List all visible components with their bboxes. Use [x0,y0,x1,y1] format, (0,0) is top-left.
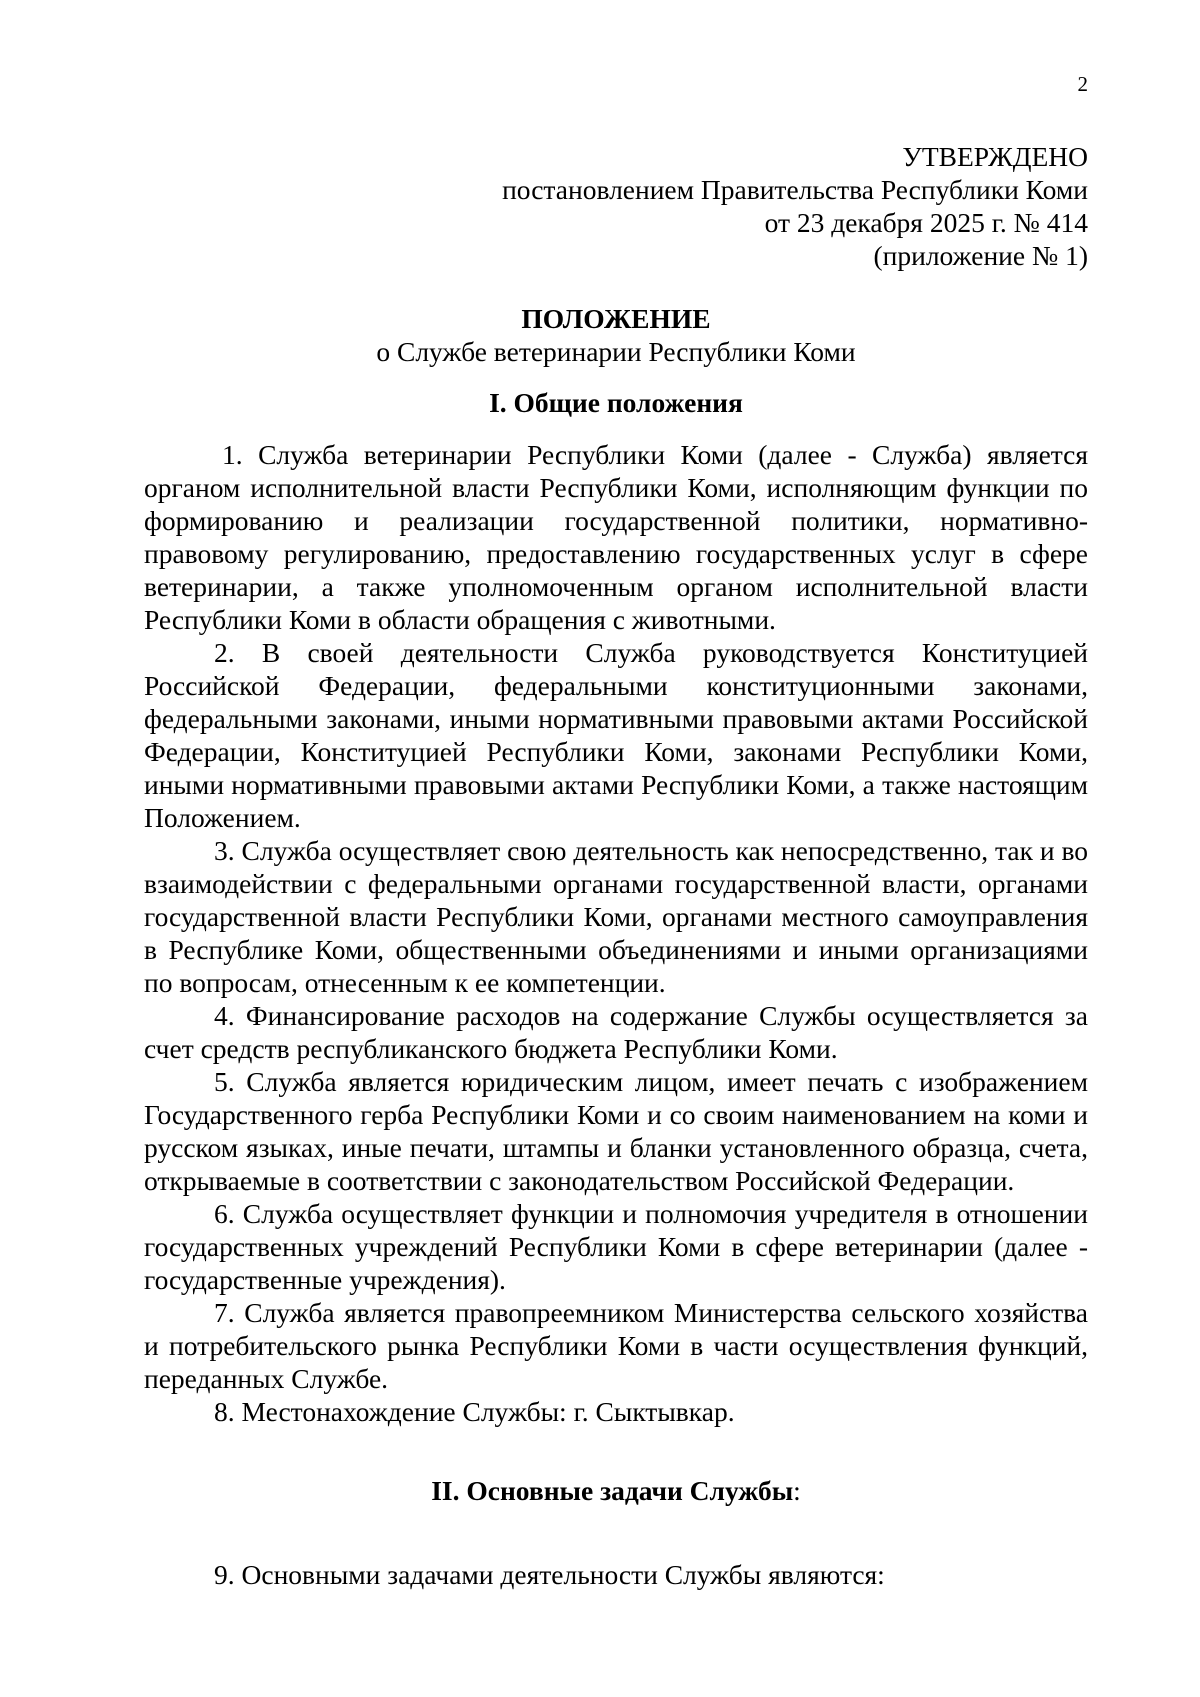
paragraph-5: 5. Служба является юридическим лицом, имеет печать с изображением Государственного герба Республики Коми и со своим наименованием на коми и русском языках, иные печати, штампы и бланки установленного образца, счета, открываемые в соответствии с законодательством Российской Федерации. [144,1066,1088,1196]
paragraph-9: 9. Основными задачами деятельности Службы являются: [214,1559,885,1590]
approval-authority: постановлением Правительства Республики Коми [502,174,1088,205]
paragraph-8: 8. Местонахождение Службы: г. Сыктывкар. [214,1396,735,1427]
paragraph-3: 3. Служба осуществляет свою деятельность как непосредственно, так и во взаимодействии с федеральными органами государственной власти, органами государственной власти Республики Коми, органами местного самоуправления в Республике Коми, общественными объединениями и иными организациями по вопросам, отнесенным к ее компетенции. [144,835,1088,998]
approval-stamp-block [502,140,1088,272]
paragraph-7: 7. Служба является правопреемником Министерства сельского хозяйства и потребительского рынка Республики Коми в части осуществления функций, переданных Службе. [144,1297,1088,1394]
approval-date-number: от 23 декабря 2025 г. № 414 [764,207,1088,238]
approval-appendix: (приложение № 1) [873,240,1088,271]
page-number: 2 [1077,72,1088,96]
section-1-body [144,438,1088,1428]
document-title-block [144,302,1088,368]
approval-heading: УТВЕРЖДЕНО [902,141,1088,172]
section-2-heading [144,1474,1088,1507]
section-2-heading-colon: : [793,1475,801,1506]
paragraph-6: 6. Служба осуществляет функции и полномочия учредителя в отношении государственных учреждений Республики Коми в сфере ветеринарии (далее - государственные учреждения). [144,1198,1088,1295]
paragraph-1: 1. Служба ветеринарии Республики Коми (далее - Служба) является органом исполнительной власти Республики Коми, исполняющим функции по формированию и реализации государственной политики, нормативно-правовому регулированию, предоставлению государственных услуг в сфере ветеринарии, а также уполномоченным органом исполнительной власти Республики Коми в области обращения с животными. [144,439,1088,635]
paragraph-4: 4. Финансирование расходов на содержание Службы осуществляется за счет средств республиканского бюджета Республики Коми. [144,1000,1088,1064]
document-subtitle: о Службе ветеринарии Республики Коми [376,336,856,367]
document-title: ПОЛОЖЕНИЕ [521,303,711,334]
section-2-body [144,1558,1088,1591]
section-1-heading: I. Общие положения [489,387,743,418]
paragraph-2: 2. В своей деятельности Служба руководствуется Конституцией Российской Федерации, федеральными конституционными законами, федеральными законами, иными нормативными правовыми актами Российской Федерации, Конституцией Республики Коми, законами Республики Коми, иными нормативными правовыми актами Республики Коми, а также настоящим Положением. [144,637,1088,833]
section-2-heading-text: II. Основные задачи Службы [431,1475,794,1506]
